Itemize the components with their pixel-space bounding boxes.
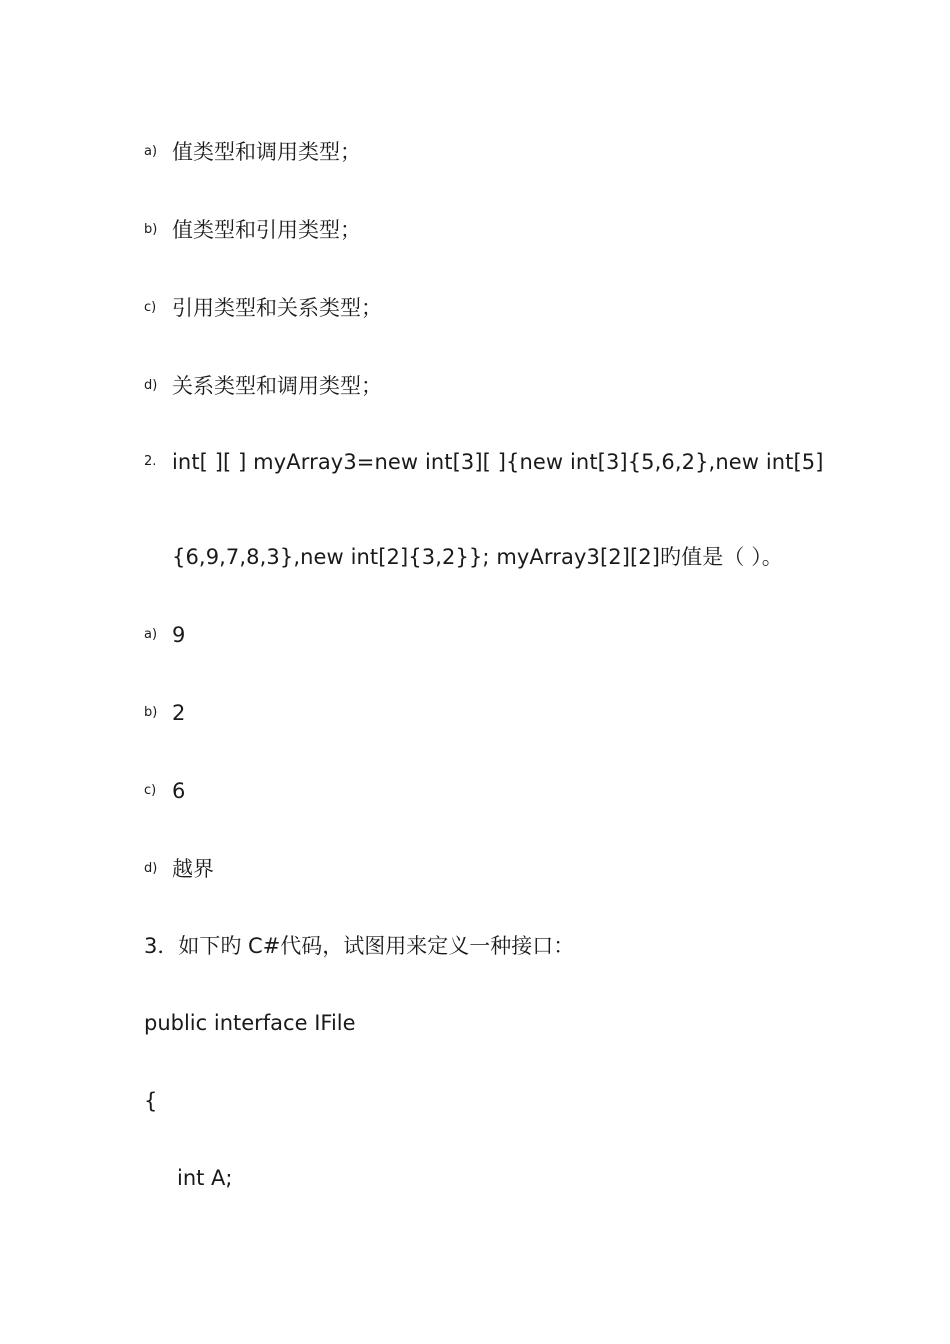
option-marker: d) (144, 378, 158, 393)
option-text: 6 (172, 779, 186, 803)
option-marker: a) (144, 144, 158, 159)
question-text-continued: {6,9,7,8,3},new int[2]{3,2}}; myArray3[2][2]旳值是（ ）。 (172, 545, 783, 569)
q3-heading: 3．如下旳 C#代码，试图用来定义一种接口： (144, 934, 575, 958)
code-line: public interface IFile (144, 1011, 356, 1035)
code-line: int A; (177, 1166, 233, 1190)
question-text: int[ ][ ] myArray3=new int[3][ ]{new int[3]{5,6,2},new int[5] (172, 450, 824, 474)
option-marker: d) (144, 861, 158, 876)
option-marker: a) (144, 627, 158, 642)
option-marker: b) (144, 705, 158, 720)
option-text: 值类型和调用类型； (172, 140, 361, 164)
option-text: 2 (172, 701, 186, 725)
option-text: 引用类型和关系类型； (172, 296, 382, 320)
question-number: 2. (144, 454, 157, 469)
option-marker: c) (144, 300, 157, 315)
option-text: 值类型和引用类型； (172, 218, 361, 242)
option-marker: b) (144, 222, 158, 237)
option-text: 9 (172, 623, 186, 647)
option-text: 越界 (172, 857, 214, 881)
code-line: { (144, 1089, 158, 1113)
option-marker: c) (144, 783, 157, 798)
option-text: 关系类型和调用类型； (172, 374, 382, 398)
